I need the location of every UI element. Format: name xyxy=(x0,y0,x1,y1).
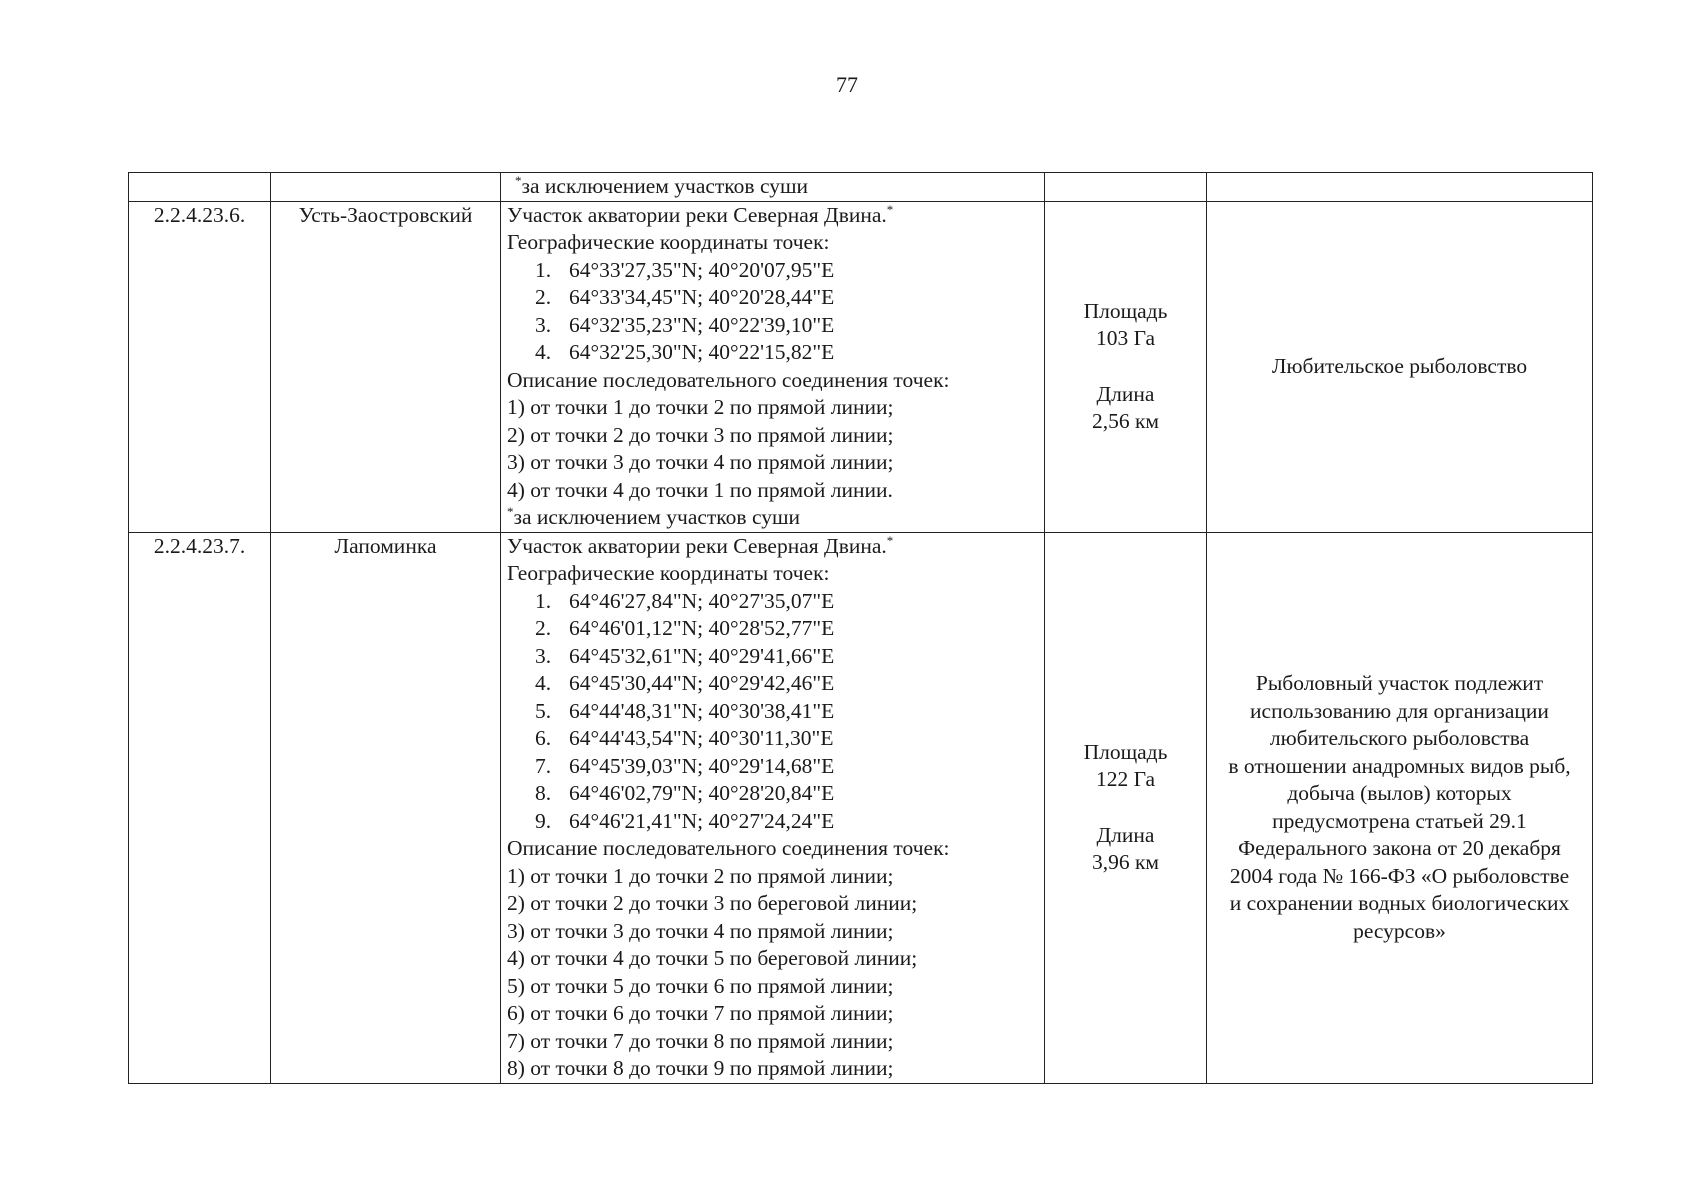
coordinate-value: 64°46'21,41"N; 40°27'24,24"E xyxy=(569,808,835,833)
area-label: Площадь xyxy=(1083,739,1168,764)
code-cell: 2.2.4.23.6. xyxy=(129,201,271,532)
coordinate-value: 64°44'48,31"N; 40°30'38,41"E xyxy=(569,698,835,723)
purpose-line: Рыболовный участок подлежит xyxy=(1255,671,1544,695)
purpose-text xyxy=(1209,670,1590,945)
purpose-line: Федерального закона от 20 декабря xyxy=(1238,836,1561,860)
coordinate-value: 64°33'27,35"N; 40°20'07,95"E xyxy=(569,257,835,282)
area-label: Площадь xyxy=(1083,298,1168,323)
connection-item: 6) от точки 6 до точки 7 по прямой линии; xyxy=(507,1001,894,1025)
coordinate-number: 7. xyxy=(535,753,552,778)
purpose-cell xyxy=(1207,173,1593,202)
connection-item: 2) от точки 2 до точки 3 по прямой линии; xyxy=(507,422,894,447)
connection-item: 3) от точки 3 до точки 4 по прямой линии; xyxy=(507,450,894,474)
fishing-areas-table xyxy=(128,172,1593,1084)
table-row xyxy=(129,201,1593,532)
size-cell xyxy=(1045,201,1207,532)
page-number: 77 xyxy=(836,72,858,97)
purpose-line: 2004 года № 166-ФЗ «О рыболовстве xyxy=(1229,863,1570,888)
description-cell: *за исключением участков суши xyxy=(501,173,1045,202)
coordinate-value: 64°45'32,61"N; 40°29'41,66"E xyxy=(569,643,835,668)
coords-title: Географические координаты точек: xyxy=(507,561,830,585)
size-cell xyxy=(1045,532,1207,1083)
connection-item: 7) от точки 7 до точки 8 по прямой линии; xyxy=(507,1028,894,1053)
connection-item: 3) от точки 3 до точки 4 по прямой линии; xyxy=(507,918,894,943)
footnote-text: за исключением участков суши xyxy=(521,174,809,198)
area-value: 122 Га xyxy=(1095,767,1156,791)
purpose-line: ресурсов» xyxy=(1353,918,1446,943)
coordinate-item xyxy=(535,643,1038,671)
connections-list xyxy=(507,394,1038,504)
connection-item: 8) от точки 8 до точки 9 по прямой линии; xyxy=(507,1056,894,1080)
coordinate-number: 3. xyxy=(535,643,552,668)
code-cell: 2.2.4.23.7. xyxy=(129,532,271,1083)
coordinate-item xyxy=(535,753,1038,781)
coordinate-number: 5. xyxy=(535,698,552,723)
coordinate-item xyxy=(535,780,1038,808)
connection-item: 5) от точки 5 до точки 6 по прямой линии; xyxy=(507,973,894,998)
coordinate-number: 4. xyxy=(535,671,552,695)
purpose-line: предусмотрена статьей 29.1 xyxy=(1272,808,1527,833)
coordinate-number: 4. xyxy=(535,340,552,364)
description-cell: Участок акватории реки Северная Двина.* Географические координаты точек: 1. 64°46'27,84"N; 40°27'35,07"E 2. 64°46'01,12"N; 40°28'52,77"E 3. 64°45'32,61"N; 40°29'41,66"E 4. 64°45'30,44"N; 40°29'42,46"E 5. 64°44'48,31"N; 40°30'38,41"E 6. 64°44'43,54"N; 40°30'11,30"E 7. 64°45'39,03"N; 40°29'14,68"E 8. 64°46'02,79"N; 40°28'20,84"E 9. 64°46'21,41"N; 40°27'24,24"E Описание последовательного соединения точек: 1) от точки 1 до точки 2 по прямой линии; 2) от точки 2 до точки 3 по береговой линии; 3) от точки 3 до точки 4 по прямой линии; 4) от точки 4 до точки 5 по береговой линии; 5) от точки 5 до точки 6 по прямой линии; 6) от точки 6 до точки 7 по прямой линии; 7) от точки 7 до точки 8 по прямой линии; 8) от точки 8 до точки 9 по прямой линии; xyxy=(501,532,1045,1083)
coordinate-number: 1. xyxy=(535,257,552,282)
connections-list xyxy=(507,863,1038,1083)
coordinate-number: 1. xyxy=(535,588,552,613)
connection-item: 4) от точки 4 до точки 5 по береговой линии; xyxy=(507,946,918,970)
length-value: 3,96 км xyxy=(1091,850,1160,874)
coordinate-number: 3. xyxy=(535,312,552,337)
purpose-line: в отношении анадромных видов рыб, xyxy=(1228,753,1571,778)
connection-title: Описание последовательного соединения точек: xyxy=(507,836,950,860)
connection-item: 1) от точки 1 до точки 2 по прямой линии; xyxy=(507,395,894,419)
table-row-continuation xyxy=(129,173,1593,202)
connection-item: 4) от точки 4 до точки 1 по прямой линии. xyxy=(507,477,893,502)
coordinate-value: 64°33'34,45"N; 40°20'28,44"E xyxy=(569,285,835,309)
coordinate-item xyxy=(535,339,1038,367)
purpose-line: и сохранении водных биологических xyxy=(1229,891,1570,915)
coordinate-item xyxy=(535,284,1038,312)
coordinate-item xyxy=(535,698,1038,726)
coordinates-list xyxy=(507,257,1038,367)
coordinate-value: 64°32'25,30"N; 40°22'15,82"E xyxy=(569,340,835,364)
coordinate-number: 8. xyxy=(535,781,552,805)
purpose-line: добыча (вылов) которых xyxy=(1287,781,1512,805)
coordinate-item xyxy=(535,257,1038,285)
size-cell xyxy=(1045,173,1207,202)
coordinate-number: 6. xyxy=(535,726,552,750)
coordinate-item xyxy=(535,312,1038,340)
coordinates-list xyxy=(507,588,1038,836)
name-cell xyxy=(271,173,501,202)
coordinate-value: 64°44'43,54"N; 40°30'11,30"E xyxy=(569,726,834,750)
coordinate-item xyxy=(535,725,1038,753)
length-label: Длина xyxy=(1096,381,1155,406)
coordinate-value: 64°46'01,12"N; 40°28'52,77"E xyxy=(569,616,835,640)
connection-item: 1) от точки 1 до точки 2 по прямой линии; xyxy=(507,863,894,888)
coords-title: Географические координаты точек: xyxy=(507,230,830,254)
coordinate-item xyxy=(535,808,1038,836)
connection-title: Описание последовательного соединения точек: xyxy=(507,367,950,392)
coordinate-number: 2. xyxy=(535,616,552,640)
area-title: Участок акватории реки Северная Двина. xyxy=(507,533,887,558)
area-value: 103 Га xyxy=(1095,326,1156,350)
coordinate-value: 64°46'02,79"N; 40°28'20,84"E xyxy=(569,781,835,805)
purpose-cell: Любительское рыболовство xyxy=(1207,201,1593,532)
length-value: 2,56 км xyxy=(1091,409,1160,433)
connection-item: 2) от точки 2 до точки 3 по береговой линии; xyxy=(507,891,918,915)
purpose-cell xyxy=(1207,532,1593,1083)
code-cell xyxy=(129,173,271,202)
purpose-line: любительского рыболовства xyxy=(1269,726,1530,750)
coordinate-value: 64°45'30,44"N; 40°29'42,46"E xyxy=(569,671,835,695)
coordinate-value: 64°46'27,84"N; 40°27'35,07"E xyxy=(569,588,835,613)
table-row xyxy=(129,532,1593,1083)
coordinate-item xyxy=(535,670,1038,698)
area-title: Участок акватории реки Северная Двина. xyxy=(507,202,887,227)
coordinate-value: 64°32'35,23"N; 40°22'39,10"E xyxy=(569,312,835,337)
coordinate-value: 64°45'39,03"N; 40°29'14,68"E xyxy=(569,753,835,778)
length-label: Длина xyxy=(1096,822,1155,847)
coordinate-item xyxy=(535,615,1038,643)
description-cell: Участок акватории реки Северная Двина.* Географические координаты точек: 1. 64°33'27,35"N; 40°20'07,95"E 2. 64°33'34,45"N; 40°20'28,44"E 3. 64°32'35,23"N; 40°22'39,10"E 4. 64°32'25,30"N; 40°22'15,82"E Описание последовательного соединения точек: 1) от точки 1 до точки 2 по прямой линии; 2) от точки 2 до точки 3 по прямой линии; 3) от точки 3 до точки 4 по прямой линии; 4) от точки 4 до точки 1 по прямой линии. *за исключением участков суши xyxy=(501,201,1045,532)
coordinate-number: 2. xyxy=(535,285,552,309)
coordinate-item xyxy=(535,588,1038,616)
name-cell: Лапоминка xyxy=(271,532,501,1083)
name-cell: Усть-Заостровский xyxy=(271,201,501,532)
purpose-line: использованию для организации xyxy=(1250,698,1549,723)
coordinate-number: 9. xyxy=(535,808,552,833)
footnote-text: за исключением участков суши xyxy=(513,505,801,529)
